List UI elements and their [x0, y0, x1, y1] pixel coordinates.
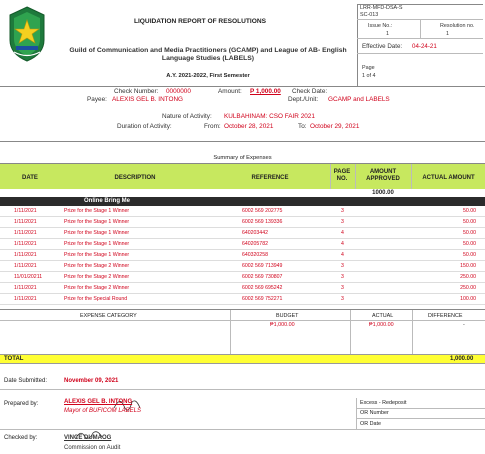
row-page: 3 [341, 219, 344, 225]
organization-name: Guild of Communication and Media Practitioners (GCAMP) and League of AB- English Language Studies (LABELS) [69, 47, 347, 63]
effective-date-label: Effective Date: [362, 43, 403, 50]
row-actual: 50.00 [463, 208, 476, 214]
row-page: 4 [341, 241, 344, 247]
check-date-label: Check Date: [292, 88, 328, 95]
nature-value: KULBAHINAM: CSO FAIR 2021 [224, 113, 315, 120]
difference-value: - [463, 322, 465, 328]
summary-title: Summary of Expenses [213, 155, 272, 161]
resolution-no-value: 1 [446, 31, 449, 37]
header-bottom-border [0, 86, 485, 87]
checked-by-label: Checked by: [4, 435, 38, 441]
header-box-mid-border [420, 19, 421, 38]
row-date: 1/11/2021 [14, 296, 37, 302]
amount-value: P 1,000.00 [250, 88, 281, 95]
row-description: Prize for the Special Round [64, 296, 128, 302]
section-band [0, 197, 485, 206]
row-divider [0, 282, 485, 283]
row-reference: 6002 569 695242 [242, 285, 283, 291]
page-label: Page [362, 65, 375, 71]
row-reference: 640203442 [242, 230, 268, 236]
date-submitted-label: Date Submitted: [4, 378, 48, 384]
effective-date-value: 04-24-21 [412, 43, 437, 50]
row-date: 1/11/2021 [14, 285, 37, 291]
info-bottom-border [0, 141, 485, 142]
col-budget: BUDGET [276, 313, 299, 319]
check-number-value: 0000000 [166, 88, 191, 95]
row-reference: 6002 569 752271 [242, 296, 283, 302]
row-date: 1/11/2021 [14, 263, 37, 269]
form-code-1: LRR-MFD-DSA-S [360, 5, 403, 11]
row-page: 3 [341, 208, 344, 214]
check-number-label: Check Number: [114, 88, 159, 95]
table-row [0, 273, 485, 281]
col-description: DESCRIPTION [114, 175, 156, 181]
or-box-border [356, 398, 357, 429]
row-divider [0, 216, 485, 217]
header-box-divider-3 [357, 53, 483, 54]
amount-label: Amount: [218, 88, 242, 95]
budget-value: ₱1,000.00 [270, 322, 295, 328]
row-date: 1/11/2021 [14, 241, 37, 247]
category-col-border-3 [412, 310, 413, 354]
or-divider-2 [356, 418, 485, 419]
row-actual: 50.00 [463, 219, 476, 225]
table-row [0, 240, 485, 248]
row-description: Prize for the Stage 1 Winner [64, 219, 130, 225]
table-row [0, 295, 485, 303]
row-page: 4 [341, 252, 344, 258]
row-actual: 50.00 [463, 241, 476, 247]
row-date: 1/11/2021 [14, 230, 37, 236]
prepared-name: ALEXIS GEL B. INTONG [64, 399, 133, 405]
total-amount: 1,000.00 [450, 356, 474, 362]
row-actual: 100.00 [460, 296, 476, 302]
row-reference: 640320258 [242, 252, 268, 258]
organization-logo [8, 6, 46, 62]
row-actual: 250.00 [460, 285, 476, 291]
row-description: Prize for the Stage 1 Winner [64, 241, 130, 247]
row-reference: 6002 569 713949 [242, 263, 283, 269]
dept-value: GCAMP and LABELS [328, 96, 390, 103]
to-label: To: [298, 123, 307, 130]
nature-label: Nature of Activity: [162, 113, 212, 120]
row-page: 3 [341, 285, 344, 291]
row-actual: 50.00 [463, 252, 476, 258]
col-amount-approved: AMOUNT APPROVED [366, 169, 400, 182]
col-difference: DIFFERENCE [428, 313, 463, 319]
row-page: 3 [341, 263, 344, 269]
duration-label: Duration of Activity: [117, 123, 172, 130]
dept-label: Dept./Unit: [288, 96, 319, 103]
or-number-label: OR Number [360, 410, 389, 416]
row-divider [0, 293, 485, 294]
table-row [0, 229, 485, 237]
row-actual: 250.00 [460, 274, 476, 280]
table-row [0, 251, 485, 259]
header-col-border-1 [330, 164, 331, 189]
col-page: PAGE NO. [333, 169, 351, 182]
footer-divider-2 [0, 429, 356, 430]
header-col-border-2 [355, 164, 356, 189]
row-description: Prize for the Stage 1 Winner [64, 252, 130, 258]
section-title: Online Bring Me [84, 198, 131, 204]
table-row [0, 218, 485, 226]
row-reference: 6002 569 730807 [242, 274, 283, 280]
or-divider-3 [356, 429, 485, 430]
category-col-border-1 [230, 310, 231, 354]
row-description: Prize for the Stage 2 Winner [64, 274, 130, 280]
row-reference: 6002 569 139336 [242, 219, 283, 225]
row-divider [0, 260, 485, 261]
row-divider [0, 271, 485, 272]
resolution-no-label: Resolution no. [440, 23, 475, 29]
academic-year: A.Y. 2021-2022, First Semester [166, 73, 250, 79]
from-label: From: [204, 123, 221, 130]
issue-no-label: Issue No.: [368, 23, 393, 29]
row-description: Prize for the Stage 1 Winner [64, 208, 130, 214]
payee-label: Payee: [87, 96, 107, 103]
col-date: DATE [22, 175, 38, 181]
or-date-label: OR Date [360, 421, 381, 427]
total-label: TOTAL [4, 356, 24, 362]
row-actual: 150.00 [460, 263, 476, 269]
report-title: LIQUIDATION REPORT OF RESOLUTIONS [133, 18, 267, 25]
row-date: 1/11/2021 [14, 219, 37, 225]
table-row [0, 207, 485, 215]
row-reference: 6002 569 202775 [242, 208, 283, 214]
issue-no-value: 1 [386, 31, 389, 37]
table-row [0, 284, 485, 292]
page-value: 1 of 4 [362, 73, 376, 79]
row-actual: 50.00 [463, 230, 476, 236]
approved-amount: 1000.00 [372, 190, 394, 196]
row-divider [0, 238, 485, 239]
row-divider [0, 227, 485, 228]
row-divider [0, 249, 485, 250]
form-code-2: SC-013 [360, 12, 379, 18]
category-col-border-2 [350, 310, 351, 354]
row-date: 1/11/2021 [14, 208, 37, 214]
row-reference: 640205782 [242, 241, 268, 247]
prepared-title: Mayor of BUFICOM LABELS [64, 408, 142, 414]
header-col-border-3 [411, 164, 412, 189]
to-value: October 29, 2021 [310, 123, 360, 130]
footer-divider-1 [0, 389, 485, 390]
row-description: Prize for the Stage 1 Winner [64, 230, 130, 236]
excess-redeposit-label: Excess - Redeposit [360, 400, 407, 406]
header-box-left-border [357, 4, 358, 86]
col-reference: REFERENCE [251, 175, 289, 181]
checked-title: Commission on Audit [64, 445, 121, 451]
row-page: 4 [341, 230, 344, 236]
header-box-divider-2 [357, 38, 483, 39]
row-divider [0, 304, 485, 305]
checked-name: VINCE DUMAOG [64, 435, 112, 441]
category-actual-value: ₱1,000.00 [369, 322, 394, 328]
payee-value: ALEXIS GEL B. INTONG [112, 96, 184, 103]
or-divider-1 [356, 408, 485, 409]
row-date: 11/01/20211 [14, 274, 43, 280]
col-expense-category: EXPENSE CATEGORY [80, 313, 137, 319]
prepared-by-label: Prepared by: [4, 401, 39, 407]
col-category-actual: ACTUAL [372, 313, 394, 319]
row-description: Prize for the Stage 2 Winner [64, 263, 130, 269]
row-page: 3 [341, 296, 344, 302]
row-description: Prize for the Stage 2 Winner [64, 285, 130, 291]
table-row [0, 262, 485, 270]
row-date: 1/11/2021 [14, 252, 37, 258]
date-submitted-value: November 09, 2021 [64, 378, 119, 384]
from-value: October 28, 2021 [224, 123, 274, 130]
total-row [0, 354, 485, 364]
col-actual-amount: ACTUAL AMOUNT [422, 175, 475, 181]
row-page: 3 [341, 274, 344, 280]
